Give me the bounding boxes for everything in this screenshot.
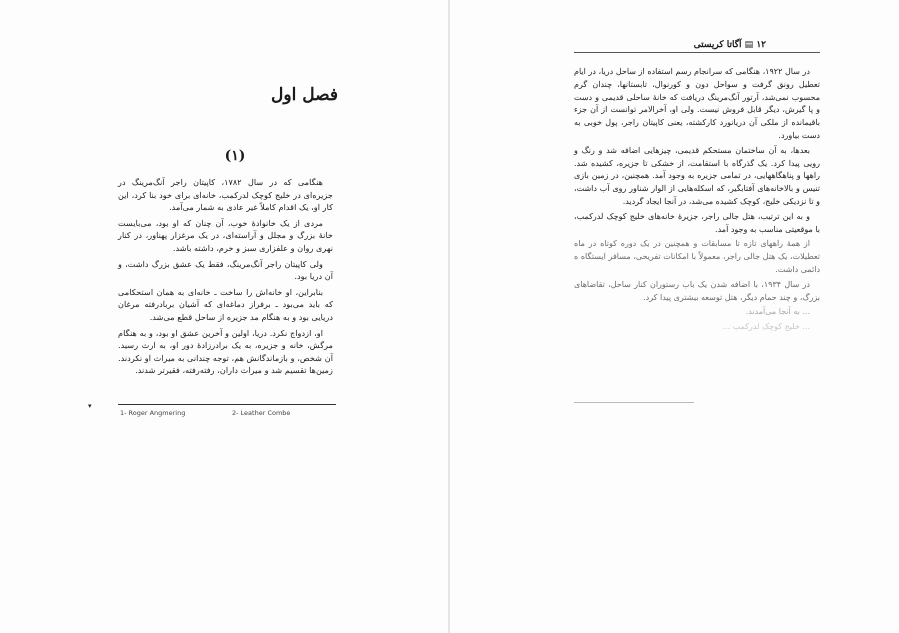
- paragraph: بنابراین، او خانه‌اش را ساخت ـ خانه‌ای به همان استحکامی که باید می‌بود ـ برفراز دماغه‌ای که آشیان بربادرفته مرغان دریایی بود و به هنگام مد جزیره از ساحل قطع می‌شد.: [118, 286, 333, 322]
- footnote: 1- Roger Angmering: [120, 409, 186, 417]
- right-body-text: [574, 66, 820, 336]
- paragraph: مردی از یک خانوادهٔ خوب، آن چنان که او بود، می‌بایست خانهٔ بزرگ و مجلل و آراسته‌ای، در یک مرغزار پهناور، در کنار نهری روان و علفزاری سبز و خرم، داشته باشد.: [118, 217, 333, 253]
- paragraph: ... به آنجا می‌آمدند.: [745, 307, 810, 317]
- footnote-divider: [574, 402, 694, 403]
- left-page: [0, 0, 448, 633]
- paragraph: در سال ۱۹۳۴، با اضافه شدن یک باب رستوران کنار ساحل، تقاضاهای بزرگ، و چند حمام دیگر، هتل توسعه بیشتری پیدا کرد.: [574, 279, 820, 302]
- margin-mark-icon: ▾: [88, 402, 92, 410]
- paragraph: بعدها، به آن ساختمان مستحکم قدیمی، چیزهایی اضافه شد و رنگ و رویی پیدا کرد. یک گذرگاه با استقامت، از خشکی تا جزیره، کشیده شد. راهها و پناهگاههایی، در تمامی جزیره به وجود آمد. همچنین، در زمین بازی تنیس و بالاخانه‌های آفتابگیر، که اسکله‌هایی از الوار شناور روی آب داشت، و تا نزدیکی خلیج، کوچک کشیده می‌شد، در آنجا ایجاد گردید.: [574, 145, 820, 206]
- paragraph: هنگامی که در سال ۱۷۸۲، کاپیتان راجر آنگ‌مرینگ در جزیره‌ای در خلیج کوچک لدرکمب، خانه‌ای برای خود بنا کرد، این کار او، یک اقدام کاملاً غیر عادی به شمار می‌آمد.: [118, 177, 333, 213]
- paragraph: ولی کاپیتان راجر آنگ‌مرینگ، فقط یک عشق بزرگ داشت، و آن دریا بود.: [118, 258, 333, 282]
- footnote: 2- Leather Combe: [232, 409, 291, 417]
- book-gutter: [448, 0, 450, 633]
- paragraph: در سال ۱۹۲۲، هنگامی که سرانجام رسم استفاده از ساحل دریا، در ایام تعطیل رونق گرفت و سواحل دون و کورنوال، تابستانها، چندان گرم محسوب نمی‌شد، آرتور آنگ‌مرینگ دریافت که خانهٔ ساحلی قدیمی و دست و پا گیرش، دیگر قابل فروش نیست. ولی او، آخرالامر توانست از آن جزء باقیمانده از ملکی آن دریانورد کارکشته، یعنی کاپیتان راجر، پول خوبی به دست بیاورد.: [574, 67, 820, 140]
- paragraph: او، ازدواج نکرد. دریا، اولین و آخرین عشق او بود، و به هنگام مرگش، خانه و جزیره، به یک برادرزادهٔ دور او، به ارث رسید. آن شخص، و بازماندگانش هم، توجه چندانی به میراث او نکردند. زمین‌ها تقسیم شد و میراث داران، رفته‌رفته، فقیرتر شدند.: [118, 327, 333, 376]
- left-body-text: [118, 176, 333, 380]
- section-number: (۱): [224, 148, 246, 164]
- paragraph: ... خلیج کوچک لدرکمب ...: [722, 322, 810, 332]
- paragraph: و به این ترتیب، هتل جالی راجر، جزیرهٔ خانه‌های خلیج کوچک لدرکمب، با موقعیتی مناسب به وجود آمد.: [574, 211, 820, 234]
- chapter-title: فصل اول: [271, 85, 338, 105]
- header-divider: [574, 52, 820, 53]
- footnote-divider: [118, 404, 336, 405]
- paragraph: از همهٔ راههای تازه تا مسابقات و همچنین در یک دوره کوتاه در ماه تعطیلات، یک هتل جالی راجر، معمولاً با امکانات تفریحی، مسافر ایستگاه ه دائمی داشت.: [574, 239, 820, 274]
- right-page: [451, 0, 899, 633]
- running-header: ۱۲ ▤ آگاتا کریستی: [693, 40, 766, 50]
